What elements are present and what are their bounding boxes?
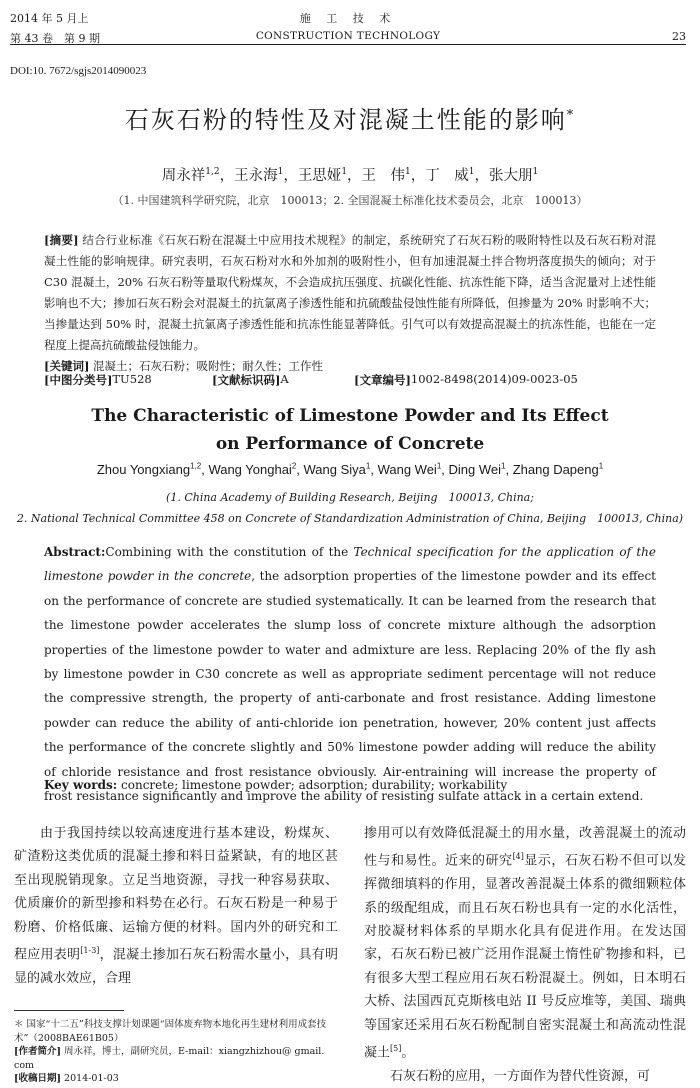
authors-en: [0, 462, 700, 477]
author-cn: 王 伟$^1$，: [361, 167, 426, 184]
classification-row: [44, 372, 656, 392]
journal-name-cn: 施 工 技 术: [299, 12, 397, 25]
title-en-line-2: on Performance of Concrete: [215, 434, 485, 454]
abstract-en-label: Abstract: [44, 545, 101, 559]
footnote-rule: [14, 1010, 124, 1011]
author-cn: 张大朋$^1$: [489, 167, 539, 184]
received-date: [收稿日期] 2014-01-03: [14, 1073, 119, 1084]
author-cn: 王永海$^1$，: [234, 167, 298, 184]
abstract-en-pre: Combining with the constitution of the: [105, 545, 354, 559]
author-en: Zhang Dapeng$^1$: [512, 462, 604, 478]
abstract-en: Abstract:Combining with the constitution of the Technical specification for the application of the limestone powder in the concrete, the adsorption properties of the limestone powder and its effect on the performance of concrete are studied systematically. It can be learned from the research that the limestone powder accelerates the slump loss of concrete mixture although the adsorption properties of the limestone powder to water and admixture are less. Replacing 20% of the fly ash by limestone powder in C30 concrete as well as appropriate sediment percentage will not reduce the compressive strength, the property of anti-carbonate and frost resistance. Adding limestone powder can reduce the ability of anti-chloride ion penetration, however, 20% content just affects the performance of the concrete slightly and 50% limestone powder adding will reduce the ability of chloride resistance and frost resistance obviously. Air-entraining will increase the property of frost resistance significantly and improve the ability of resisting sulfate attack in a certain extend.: [44, 545, 656, 804]
article-number: [文章编号] 1002-8498(2014)09-0023-05: [354, 372, 578, 387]
title-footnote-mark: *: [566, 108, 576, 123]
title-cn: [0, 100, 700, 135]
affiliation-en-1: (1. China Academy of Building Research, Beijing 100013, China;: [166, 491, 534, 504]
header-rule: [10, 44, 686, 45]
body-column-left: [14, 822, 338, 990]
funding-note: ＊ 国家“十二五”科技支撑计划课题“固体废弃物本地化再生建材利用成套技术”（2008BAE61B05）: [14, 1019, 327, 1044]
issue-date: 2014 年 5 月上: [10, 12, 89, 25]
citation[interactable]: [5]: [390, 1043, 402, 1053]
citation[interactable]: [4]: [512, 852, 524, 862]
body-paragraph: 掺用可以有效降低混凝土的用水量，改善混凝土的流动性与和易性。近来的研究[4]显示，石灰石粉不但可以发挥微细填料的作用，显著改善混凝土体系的微细颗粒体系的级配组成，而且石灰石粉也具有一定的水化活性，对胶凝材料体系的早期水化具有促进作用。在发达国家，石灰石粉已被广泛用作混凝土惰性矿物掺和料，已有很多大型工程应用石灰石粉混凝土。例如，日本明石大桥、法国西瓦克斯核电站 II 号反应堆等，美国、瑞典等国家还采用石灰石粉配制自密实混凝土和高流动性混凝土[5]。: [364, 826, 686, 1061]
keywords-en-text: concrete; limestone powder; adsorption; durability; workability: [121, 778, 508, 792]
body-paragraph: 由于我国持续以较高速度进行基本建设，粉煤灰、矿渣粉这类优质的混凝土掺和料日益紧缺，有的地区甚至出现脱销现象。立足当地资源，寻找一种容易获取、优质廉价的新型掺和料势在必行。石灰石粉是一种易于粉磨、价格低廉、运输方便的材料。国内外的研究和工程应用表明[1-3]，混凝土掺加石灰石粉需水量小，具有明显的减水效应，合理: [14, 826, 338, 986]
abstract-cn-text: 结合行业标准《石灰石粉在混凝土中应用技术规程》的制定，系统研究了石灰石粉的吸附特性以及石灰石粉对混凝土性能的影响规律。研究表明，石灰石粉对水和外加剂的吸附性小，但有加速混凝土拌合物坍落度损失的倾向；对于 C30 混凝土，20% 石灰石粉等量取代粉煤灰，不会造成抗压强度、抗碳化性能、抗冻性能下降，适当含泥量对上述性能影响也不大；掺加石灰石粉会对混凝土的抗氯离子渗透性能和抗硫酸盐侵蚀性能有所降低，但掺量为 20% 时影响不大；当掺量达到 50% 时，混凝土抗氯离子渗透性能和抗冻性能显著降低。引气可以有效提高混凝土的抗冻性能，也能在一定程度上提高抗硫酸盐侵蚀能力。: [44, 233, 656, 352]
abstract-en-cited-spec: Technical specification for the application of the limestone powder in the concrete: [44, 545, 656, 584]
author-en: Wang Siya$^1$,: [303, 462, 378, 478]
title-en: [0, 402, 700, 458]
affiliation-en-2: 2. National Technical Committee 458 on Concrete of Standardization Administration of China, Beijing 100013, China): [16, 512, 684, 525]
author-cn: 丁 威$^1$，: [425, 167, 490, 184]
keywords-cn-text: 混凝土；石灰石粉；吸附性；耐久性；工作性: [93, 359, 324, 373]
citation[interactable]: [1-3]: [80, 946, 100, 956]
doi: DOI:10. 7672/sgjs2014090023: [10, 65, 147, 77]
running-header: [10, 10, 686, 48]
author-bio: [作者简介] 周永祥，博士，副研究员，E-mail：xiangzhizhou@ gmail. com: [14, 1046, 325, 1071]
author-en: Wang Wei$^1$,: [377, 462, 449, 478]
footnotes: [14, 1018, 344, 1086]
authors-cn: [0, 164, 700, 185]
title-cn-text: 石灰石粉的特性及对混凝土性能的影响: [124, 106, 567, 134]
keywords-en: Key words: concrete; limestone powder; adsorption; durability; workability: [44, 778, 508, 792]
author-en: Wang Yonghai$^2$,: [208, 462, 304, 478]
title-en-line-1: The Characteristic of Limestone Powder and Its Effect: [91, 406, 609, 426]
journal-name-en: CONSTRUCTION TECHNOLOGY: [255, 30, 441, 42]
page-number: 23: [672, 30, 686, 43]
author-en: Zhou Yongxiang$^{1,2}$,: [96, 462, 209, 478]
body-paragraph: 石灰石粉的应用，一方面作为替代性资源，可: [390, 1068, 651, 1084]
clc-number: [中图分类号] TU528: [44, 372, 152, 387]
abstract-cn-label: [摘要]: [44, 233, 79, 247]
abstract-cn: [44, 230, 656, 377]
document-code: [文献标识码] A: [212, 372, 289, 387]
abstract-en-text: , the adsorption properties of the limestone powder and its effect on the performance of concrete are studied systematically. It can be learned from the research that the limestone powder accelerates the slump loss of concrete mixture although the adsorption properties of the limestone powder to water and admixture are less. Replacing 20% of the fly ash by limestone powder in C30 concrete as well as appropriate sediment percentage will not reduce the compressive strength, the property of anti-carbonate and frost resistance. Adding limestone powder can reduce the ability of anti-chloride ion penetration, however, 20% content just affects the performance of the concrete slightly and 50% limestone powder adding will reduce the ability of chloride resistance and frost resistance obviously. Air-entraining will increase the property of frost resistance significantly and improve the ability of resisting sulfate attack in a certain extend.: [44, 569, 656, 804]
author-cn: 王思娅$^1$，: [297, 167, 362, 184]
author-en: Ding Wei$^1$,: [448, 462, 513, 478]
body-column-right: [364, 822, 686, 1088]
keywords-en-label: Key words: [44, 778, 113, 792]
affiliations-en: [0, 487, 700, 529]
author-cn: 周永祥$^{1,2}$，: [161, 167, 235, 184]
keywords-cn-label: [关键词]: [44, 359, 90, 373]
volume-issue: 第 43 卷 第 9 期: [10, 32, 100, 45]
affiliations-cn: （1. 中国建筑科学研究院，北京 100013；2. 全国混凝土标准化技术委员会，北京 100013）: [112, 194, 588, 207]
